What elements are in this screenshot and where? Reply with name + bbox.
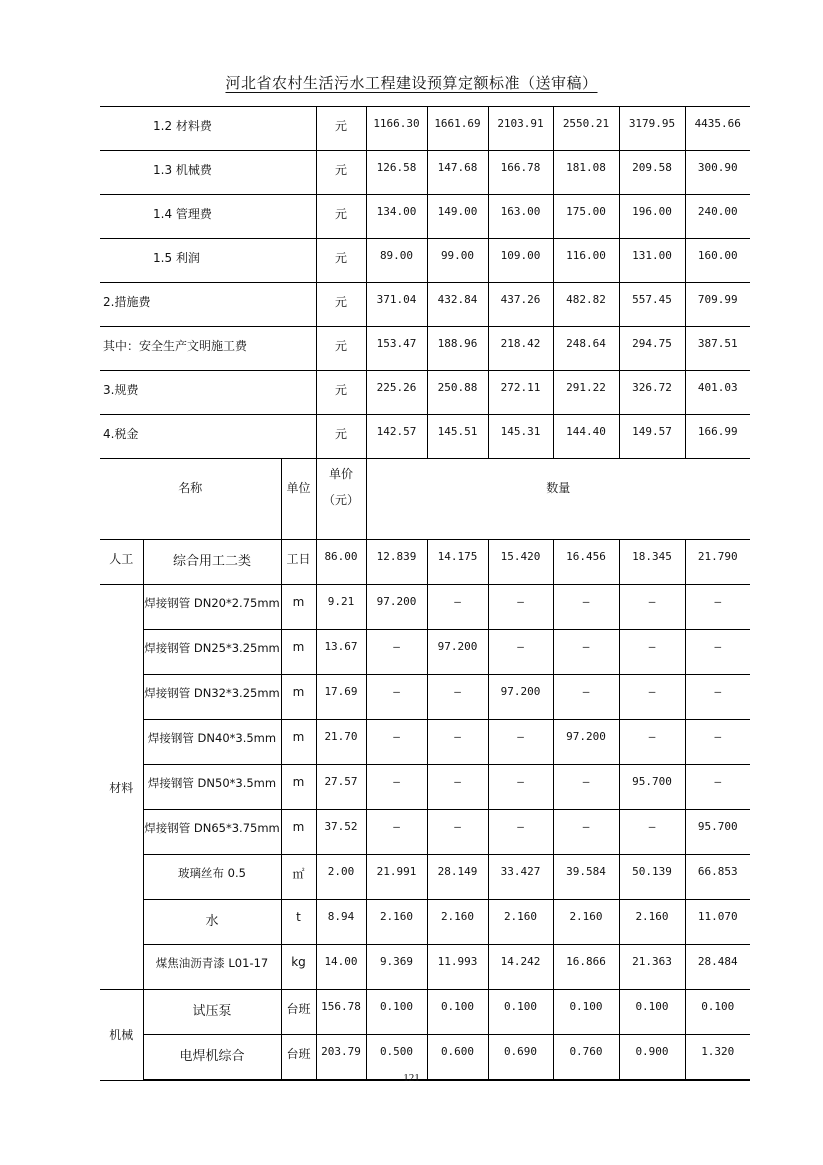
cost-value: 2103.91 — [488, 107, 553, 151]
resource-unit: m — [281, 630, 316, 675]
cost-value: 248.64 — [553, 327, 619, 371]
category-label: 机械 — [100, 990, 143, 1081]
resource-quantity: – — [488, 810, 553, 855]
cost-value: 300.90 — [685, 151, 750, 195]
resource-unit: kg — [281, 945, 316, 990]
cost-row — [100, 151, 750, 195]
resource-quantity: – — [366, 720, 427, 765]
cost-row — [100, 107, 750, 151]
cost-label: 1.2 材料费 — [100, 107, 316, 151]
resource-quantity: 11.993 — [427, 945, 488, 990]
resource-row — [100, 630, 750, 675]
resource-quantity: 0.100 — [366, 990, 427, 1035]
cost-row — [100, 371, 750, 415]
resource-quantity: – — [553, 675, 619, 720]
resource-quantity: 97.200 — [366, 585, 427, 630]
resource-row — [100, 945, 750, 990]
resource-quantity: – — [685, 720, 750, 765]
cost-value: 4435.66 — [685, 107, 750, 151]
resource-quantity: 18.345 — [619, 540, 685, 585]
cost-value: 1661.69 — [427, 107, 488, 151]
cost-row — [100, 327, 750, 371]
cost-value: 482.82 — [553, 283, 619, 327]
cost-unit: 元 — [316, 283, 366, 327]
resource-quantity: 16.866 — [553, 945, 619, 990]
cost-value: 218.42 — [488, 327, 553, 371]
resource-quantity: 97.200 — [427, 630, 488, 675]
resource-quantity: – — [366, 630, 427, 675]
cost-value: 126.58 — [366, 151, 427, 195]
cost-label: 1.4 管理费 — [100, 195, 316, 239]
resource-unit: m — [281, 765, 316, 810]
cost-value: 160.00 — [685, 239, 750, 283]
resource-price: 27.57 — [316, 765, 366, 810]
header-quantity: 数量 — [366, 459, 750, 540]
resource-quantity: 0.100 — [553, 990, 619, 1035]
cost-value: 240.00 — [685, 195, 750, 239]
resource-price: 8.94 — [316, 900, 366, 945]
resource-name: 试压泵 — [143, 990, 281, 1035]
resource-quantity: – — [685, 630, 750, 675]
cost-value: 149.57 — [619, 415, 685, 459]
resource-quantity: 14.175 — [427, 540, 488, 585]
header-row — [100, 459, 750, 540]
resource-price: 203.79 — [316, 1035, 366, 1081]
resource-price: 9.21 — [316, 585, 366, 630]
resource-quantity: 0.100 — [488, 990, 553, 1035]
cost-value: 131.00 — [619, 239, 685, 283]
resource-quantity: – — [427, 810, 488, 855]
header-price-label: 单价 — [328, 467, 353, 481]
resource-name: 焊接钢管 DN65*3.75mm — [143, 810, 281, 855]
resource-row — [100, 810, 750, 855]
cost-value: 175.00 — [553, 195, 619, 239]
resource-quantity: – — [366, 675, 427, 720]
cost-value: 272.11 — [488, 371, 553, 415]
page-number: 121 — [403, 1072, 420, 1084]
resource-quantity: 2.160 — [619, 900, 685, 945]
cost-value: 401.03 — [685, 371, 750, 415]
cost-value: 209.58 — [619, 151, 685, 195]
resource-name: 焊接钢管 DN32*3.25mm — [143, 675, 281, 720]
cost-value: 1166.30 — [366, 107, 427, 151]
resource-name: 焊接钢管 DN40*3.5mm — [143, 720, 281, 765]
cost-value: 709.99 — [685, 283, 750, 327]
resource-quantity: – — [685, 585, 750, 630]
resource-quantity: 21.363 — [619, 945, 685, 990]
resource-price: 2.00 — [316, 855, 366, 900]
resource-quantity: 0.100 — [619, 990, 685, 1035]
cost-value: 371.04 — [366, 283, 427, 327]
header-price-unit: （元） — [322, 493, 359, 507]
cost-unit: 元 — [316, 151, 366, 195]
cost-value: 166.99 — [685, 415, 750, 459]
resource-unit: m — [281, 720, 316, 765]
cost-value: 437.26 — [488, 283, 553, 327]
resource-quantity: – — [619, 675, 685, 720]
cost-value: 291.22 — [553, 371, 619, 415]
resource-unit: 工日 — [281, 540, 316, 585]
resource-quantity: 0.100 — [427, 990, 488, 1035]
resource-quantity: 95.700 — [619, 765, 685, 810]
resource-quantity: 2.160 — [427, 900, 488, 945]
resource-quantity: 2.160 — [366, 900, 427, 945]
resource-quantity: 2.160 — [553, 900, 619, 945]
cost-value: 153.47 — [366, 327, 427, 371]
resource-name: 煤焦油沥青漆 L01-17 — [143, 945, 281, 990]
resource-row — [100, 540, 750, 585]
resource-row — [100, 720, 750, 765]
resource-name: 综合用工二类 — [143, 540, 281, 585]
resource-quantity: 21.991 — [366, 855, 427, 900]
resource-quantity: – — [619, 630, 685, 675]
cost-value: 250.88 — [427, 371, 488, 415]
header-name: 名称 — [100, 459, 281, 540]
cost-unit: 元 — [316, 371, 366, 415]
resource-quantity: 0.100 — [685, 990, 750, 1035]
cost-unit: 元 — [316, 239, 366, 283]
resource-quantity: – — [619, 585, 685, 630]
cost-value: 557.45 — [619, 283, 685, 327]
resource-quantity: – — [553, 810, 619, 855]
cost-label: 1.5 利润 — [100, 239, 316, 283]
resource-quantity: 16.456 — [553, 540, 619, 585]
resource-quantity: – — [427, 675, 488, 720]
resource-name: 焊接钢管 DN25*3.25mm — [143, 630, 281, 675]
resource-quantity: 0.760 — [553, 1035, 619, 1081]
quota-table — [100, 106, 750, 1081]
cost-label: 3.规费 — [100, 371, 316, 415]
resource-quantity: 21.790 — [685, 540, 750, 585]
cost-value: 89.00 — [366, 239, 427, 283]
resource-quantity: – — [366, 810, 427, 855]
cost-value: 142.57 — [366, 415, 427, 459]
resource-quantity: 15.420 — [488, 540, 553, 585]
header-unit: 单位 — [281, 459, 316, 540]
resource-quantity: – — [553, 765, 619, 810]
resource-name: 焊接钢管 DN50*3.5mm — [143, 765, 281, 810]
resource-unit: 台班 — [281, 990, 316, 1035]
resource-quantity: 0.690 — [488, 1035, 553, 1081]
cost-value: 145.51 — [427, 415, 488, 459]
resource-quantity: 97.200 — [553, 720, 619, 765]
cost-unit: 元 — [316, 195, 366, 239]
resource-quantity: – — [427, 585, 488, 630]
cost-value: 181.08 — [553, 151, 619, 195]
resource-quantity: – — [366, 765, 427, 810]
resource-unit: ㎡ — [281, 855, 316, 900]
resource-quantity: 0.600 — [427, 1035, 488, 1081]
resource-quantity: 28.484 — [685, 945, 750, 990]
resource-price: 17.69 — [316, 675, 366, 720]
resource-quantity: – — [427, 720, 488, 765]
cost-label: 1.3 机械费 — [100, 151, 316, 195]
resource-quantity: 97.200 — [488, 675, 553, 720]
resource-quantity: 9.369 — [366, 945, 427, 990]
resource-name: 焊接钢管 DN20*2.75mm — [143, 585, 281, 630]
resource-quantity: 0.900 — [619, 1035, 685, 1081]
cost-label: 2.措施费 — [100, 283, 316, 327]
cost-value: 163.00 — [488, 195, 553, 239]
resource-quantity: – — [427, 765, 488, 810]
resource-quantity: 50.139 — [619, 855, 685, 900]
cost-row — [100, 415, 750, 459]
cost-unit: 元 — [316, 327, 366, 371]
resource-quantity: – — [553, 630, 619, 675]
cost-value: 2550.21 — [553, 107, 619, 151]
resource-quantity: 12.839 — [366, 540, 427, 585]
resource-unit: m — [281, 675, 316, 720]
cost-row — [100, 239, 750, 283]
resource-unit: 台班 — [281, 1035, 316, 1081]
resource-name: 玻璃丝布 0.5 — [143, 855, 281, 900]
resource-price: 37.52 — [316, 810, 366, 855]
resource-name: 电焊机综合 — [143, 1035, 281, 1081]
cost-value: 188.96 — [427, 327, 488, 371]
cost-value: 116.00 — [553, 239, 619, 283]
resource-quantity: 11.070 — [685, 900, 750, 945]
resource-quantity: – — [619, 810, 685, 855]
resource-quantity: – — [685, 765, 750, 810]
resource-quantity: – — [685, 675, 750, 720]
resource-row — [100, 585, 750, 630]
cost-unit: 元 — [316, 415, 366, 459]
resource-price: 14.00 — [316, 945, 366, 990]
cost-label: 其中：安全生产文明施工费 — [100, 327, 316, 371]
cost-row — [100, 195, 750, 239]
resource-row — [100, 765, 750, 810]
resource-quantity: 95.700 — [685, 810, 750, 855]
resource-quantity: – — [488, 720, 553, 765]
resource-quantity: – — [553, 585, 619, 630]
resource-price: 21.70 — [316, 720, 366, 765]
resource-quantity: 28.149 — [427, 855, 488, 900]
page-title — [0, 72, 823, 93]
page-title-text: 河北省农村生活污水工程建设预算定额标准（送审稿） — [225, 74, 598, 92]
cost-value: 326.72 — [619, 371, 685, 415]
resource-quantity: 14.242 — [488, 945, 553, 990]
resource-row — [100, 900, 750, 945]
cost-value: 109.00 — [488, 239, 553, 283]
resource-quantity: – — [488, 765, 553, 810]
resource-price: 13.67 — [316, 630, 366, 675]
cost-row — [100, 283, 750, 327]
resource-quantity: 1.320 — [685, 1035, 750, 1081]
resource-price: 86.00 — [316, 540, 366, 585]
resource-quantity: 33.427 — [488, 855, 553, 900]
cost-value: 225.26 — [366, 371, 427, 415]
resource-quantity: – — [488, 585, 553, 630]
cost-value: 99.00 — [427, 239, 488, 283]
resource-price: 156.78 — [316, 990, 366, 1035]
resource-row — [100, 855, 750, 900]
resource-quantity: 39.584 — [553, 855, 619, 900]
resource-quantity: 2.160 — [488, 900, 553, 945]
resource-unit: m — [281, 585, 316, 630]
resource-quantity: 0.500 — [366, 1035, 427, 1081]
category-label: 材料 — [100, 585, 143, 990]
cost-value: 134.00 — [366, 195, 427, 239]
cost-value: 145.31 — [488, 415, 553, 459]
cost-label: 4.税金 — [100, 415, 316, 459]
resource-row — [100, 675, 750, 720]
header-price — [316, 459, 366, 540]
cost-value: 144.40 — [553, 415, 619, 459]
cost-value: 149.00 — [427, 195, 488, 239]
resource-quantity: – — [488, 630, 553, 675]
resource-name: 水 — [143, 900, 281, 945]
cost-value: 387.51 — [685, 327, 750, 371]
cost-value: 196.00 — [619, 195, 685, 239]
cost-value: 432.84 — [427, 283, 488, 327]
cost-value: 147.68 — [427, 151, 488, 195]
cost-value: 166.78 — [488, 151, 553, 195]
category-label: 人工 — [100, 540, 143, 585]
resource-unit: m — [281, 810, 316, 855]
cost-value: 3179.95 — [619, 107, 685, 151]
resource-quantity: – — [619, 720, 685, 765]
cost-unit: 元 — [316, 107, 366, 151]
resource-unit: t — [281, 900, 316, 945]
resource-quantity: 66.853 — [685, 855, 750, 900]
resource-row — [100, 990, 750, 1035]
cost-value: 294.75 — [619, 327, 685, 371]
